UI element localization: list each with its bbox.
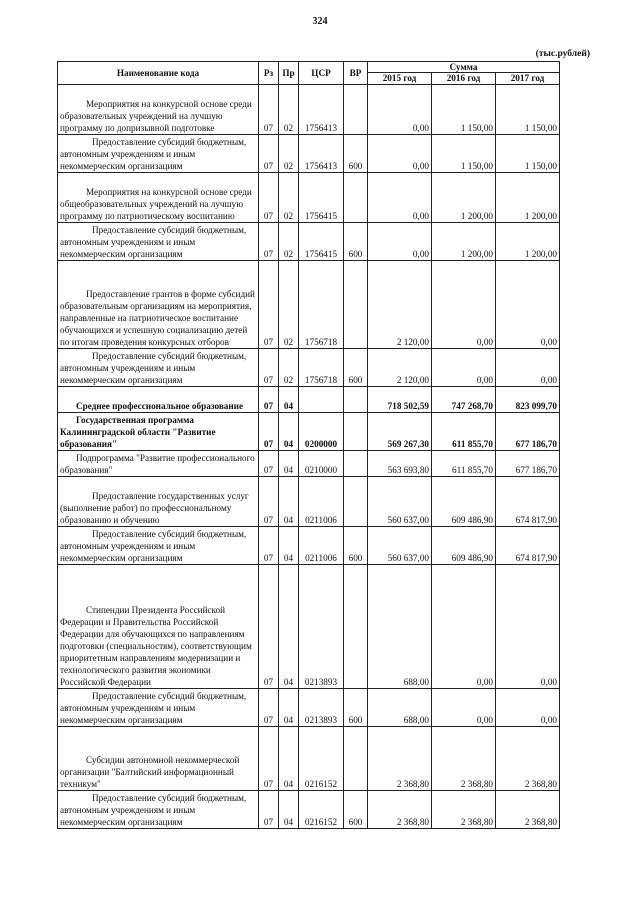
- row-rz: 07: [259, 349, 279, 387]
- row-name: Предоставление субсидий бюджетным, автономным учреждениям и иным некоммерческим организациям: [58, 689, 259, 727]
- row-pr: 02: [279, 349, 299, 387]
- table-row: [58, 85, 560, 135]
- row-2015: 560 637,00: [368, 477, 432, 527]
- row-2016: 2 368,80: [432, 727, 496, 791]
- row-2016: 0,00: [432, 689, 496, 727]
- row-vr: 600: [344, 527, 368, 565]
- row-pr: 02: [279, 135, 299, 173]
- row-name: Предоставление субсидий бюджетным, автономным учреждениям и иным некоммерческим организациям: [58, 349, 259, 387]
- row-vr: [344, 477, 368, 527]
- row-pr: 04: [279, 791, 299, 829]
- row-csr: [299, 387, 344, 413]
- row-csr: 0213893: [299, 689, 344, 727]
- row-pr: 04: [279, 689, 299, 727]
- header-year-2016: 2016 год: [432, 73, 496, 85]
- row-2017: 2 368,80: [496, 727, 560, 791]
- row-rz: 07: [259, 223, 279, 261]
- row-rz: 07: [259, 261, 279, 349]
- row-2015: 2 120,00: [368, 349, 432, 387]
- row-2015: 563 693,80: [368, 451, 432, 477]
- table-row: [58, 349, 560, 387]
- row-2017: 1 200,00: [496, 173, 560, 223]
- row-vr: 600: [344, 223, 368, 261]
- row-name: Государственная программа Калининградской области "Развитие образования": [58, 413, 259, 451]
- row-vr: 600: [344, 349, 368, 387]
- row-2017: 674 817,90: [496, 527, 560, 565]
- row-2016: 611 855,70: [432, 451, 496, 477]
- header-year-2017: 2017 год: [496, 73, 560, 85]
- row-pr: 04: [279, 413, 299, 451]
- row-2016: 1 150,00: [432, 85, 496, 135]
- row-pr: 04: [279, 451, 299, 477]
- header-pr: Пр: [279, 62, 299, 85]
- header-year-2015: 2015 год: [368, 73, 432, 85]
- row-2016: 2 368,80: [432, 791, 496, 829]
- row-name: Субсидии автономной некоммерческой организации "Балтийский информационный техникум": [58, 727, 259, 791]
- row-2015: 2 368,80: [368, 727, 432, 791]
- row-vr: [344, 565, 368, 689]
- table-row: [58, 791, 560, 829]
- table-row: [58, 527, 560, 565]
- row-2017: 674 817,90: [496, 477, 560, 527]
- row-vr: [344, 413, 368, 451]
- row-vr: [344, 261, 368, 349]
- row-2015: 688,00: [368, 689, 432, 727]
- row-2017: 0,00: [496, 261, 560, 349]
- header-sum: Сумма: [368, 62, 560, 73]
- row-2016: 0,00: [432, 349, 496, 387]
- row-rz: 07: [259, 565, 279, 689]
- row-csr: 1756718: [299, 261, 344, 349]
- row-2016: 1 150,00: [432, 135, 496, 173]
- row-2017: 1 200,00: [496, 223, 560, 261]
- row-pr: 04: [279, 565, 299, 689]
- budget-table: [57, 61, 560, 829]
- header-csr: ЦСР: [299, 62, 344, 85]
- row-name: Предоставление грантов в форме субсидий образовательным организациям на мероприятия, направленные на патриотическое воспитание обучающихся и успешную социализацию детей по итогам проведения конкурсных отборов: [58, 261, 259, 349]
- row-2017: 2 368,80: [496, 791, 560, 829]
- table-row: [58, 727, 560, 791]
- row-2016: 0,00: [432, 565, 496, 689]
- row-2017: 677 186,70: [496, 413, 560, 451]
- row-vr: [344, 727, 368, 791]
- row-2017: 1 150,00: [496, 85, 560, 135]
- units-label: (тыс.рублей): [535, 49, 590, 59]
- row-2017: 0,00: [496, 349, 560, 387]
- row-pr: 02: [279, 85, 299, 135]
- row-rz: 07: [259, 387, 279, 413]
- row-2016: 609 486,90: [432, 477, 496, 527]
- row-pr: 04: [279, 727, 299, 791]
- row-vr: [344, 173, 368, 223]
- row-2016: 609 486,90: [432, 527, 496, 565]
- table-row: [58, 173, 560, 223]
- row-2015: 2 120,00: [368, 261, 432, 349]
- row-vr: 600: [344, 135, 368, 173]
- row-pr: 04: [279, 527, 299, 565]
- row-rz: 07: [259, 727, 279, 791]
- header-name: Наименование кода: [58, 62, 259, 85]
- row-2015: 0,00: [368, 85, 432, 135]
- row-2017: 0,00: [496, 689, 560, 727]
- row-2016: 1 200,00: [432, 223, 496, 261]
- table-row: [58, 261, 560, 349]
- row-vr: [344, 451, 368, 477]
- row-vr: [344, 85, 368, 135]
- row-csr: 1756413: [299, 135, 344, 173]
- row-2016: 611 855,70: [432, 413, 496, 451]
- row-2015: 569 267,30: [368, 413, 432, 451]
- row-csr: 0210000: [299, 451, 344, 477]
- row-csr: 0216152: [299, 791, 344, 829]
- row-rz: 07: [259, 791, 279, 829]
- row-rz: 07: [259, 451, 279, 477]
- header-rz: Рз: [259, 62, 279, 85]
- row-csr: 0200000: [299, 413, 344, 451]
- row-pr: 02: [279, 173, 299, 223]
- row-2017: 1 150,00: [496, 135, 560, 173]
- table-row: [58, 223, 560, 261]
- row-csr: 1756413: [299, 85, 344, 135]
- row-2017: 823 099,70: [496, 387, 560, 413]
- row-rz: 07: [259, 135, 279, 173]
- row-csr: 1756415: [299, 173, 344, 223]
- row-2015: 560 637,00: [368, 527, 432, 565]
- row-rz: 07: [259, 173, 279, 223]
- page-number: 324: [312, 16, 328, 27]
- row-rz: 07: [259, 477, 279, 527]
- row-rz: 07: [259, 689, 279, 727]
- row-2017: 0,00: [496, 565, 560, 689]
- row-2015: 718 502,59: [368, 387, 432, 413]
- row-name: Предоставление государственных услуг (выполнение работ) по профессиональному образованию и обучению: [58, 477, 259, 527]
- row-2016: 0,00: [432, 261, 496, 349]
- row-csr: 1756415: [299, 223, 344, 261]
- row-csr: 0213893: [299, 565, 344, 689]
- row-name: Подпрограмма "Развитие профессионального образования": [58, 451, 259, 477]
- row-vr: 600: [344, 791, 368, 829]
- row-2015: 2 368,80: [368, 791, 432, 829]
- row-vr: [344, 387, 368, 413]
- table-row: [58, 135, 560, 173]
- row-pr: 02: [279, 223, 299, 261]
- row-csr: 0216152: [299, 727, 344, 791]
- row-rz: 07: [259, 413, 279, 451]
- row-2015: 0,00: [368, 135, 432, 173]
- row-vr: 600: [344, 689, 368, 727]
- row-2015: 0,00: [368, 173, 432, 223]
- table-row: [58, 477, 560, 527]
- row-2015: 688,00: [368, 565, 432, 689]
- row-name: Предоставление субсидий бюджетным, автономным учреждениям и иным некоммерческим организациям: [58, 527, 259, 565]
- table-row: [58, 387, 560, 413]
- row-pr: 04: [279, 477, 299, 527]
- row-pr: 04: [279, 387, 299, 413]
- row-name: Стипендии Президента Российской Федерации и Правительства Российской Федерации для обучающихся по направлениям подготовки (специальностям), соответствующим приоритетным направлениям модернизации и технологического развития экономики Российской Федерации: [58, 565, 259, 689]
- table-row: [58, 413, 560, 451]
- row-name: Среднее профессиональное образование: [58, 387, 259, 413]
- row-csr: 0211006: [299, 527, 344, 565]
- row-name: Предоставление субсидий бюджетным, автономным учреждениям и иным некоммерческим организациям: [58, 791, 259, 829]
- row-pr: 02: [279, 261, 299, 349]
- row-2016: 747 268,70: [432, 387, 496, 413]
- table-row: [58, 451, 560, 477]
- row-2017: 677 186,70: [496, 451, 560, 477]
- row-2016: 1 200,00: [432, 173, 496, 223]
- table-row: [58, 689, 560, 727]
- row-name: Мероприятия на конкурсной основе среди образовательных учреждений на лучшую программу по допризывной подготовке: [58, 85, 259, 135]
- row-rz: 07: [259, 527, 279, 565]
- row-name: Предоставление субсидий бюджетным, автономным учреждениям и иным некоммерческим организациям: [58, 223, 259, 261]
- row-2015: 0,00: [368, 223, 432, 261]
- row-csr: 1756718: [299, 349, 344, 387]
- row-rz: 07: [259, 85, 279, 135]
- row-csr: 0211006: [299, 477, 344, 527]
- row-name: Мероприятия на конкурсной основе среди общеобразовательных учреждений на лучшую программу по патриотическому воспитанию: [58, 173, 259, 223]
- table-row: [58, 565, 560, 689]
- header-vr: ВР: [344, 62, 368, 85]
- row-name: Предоставление субсидий бюджетным, автономным учреждениям и иным некоммерческим организациям: [58, 135, 259, 173]
